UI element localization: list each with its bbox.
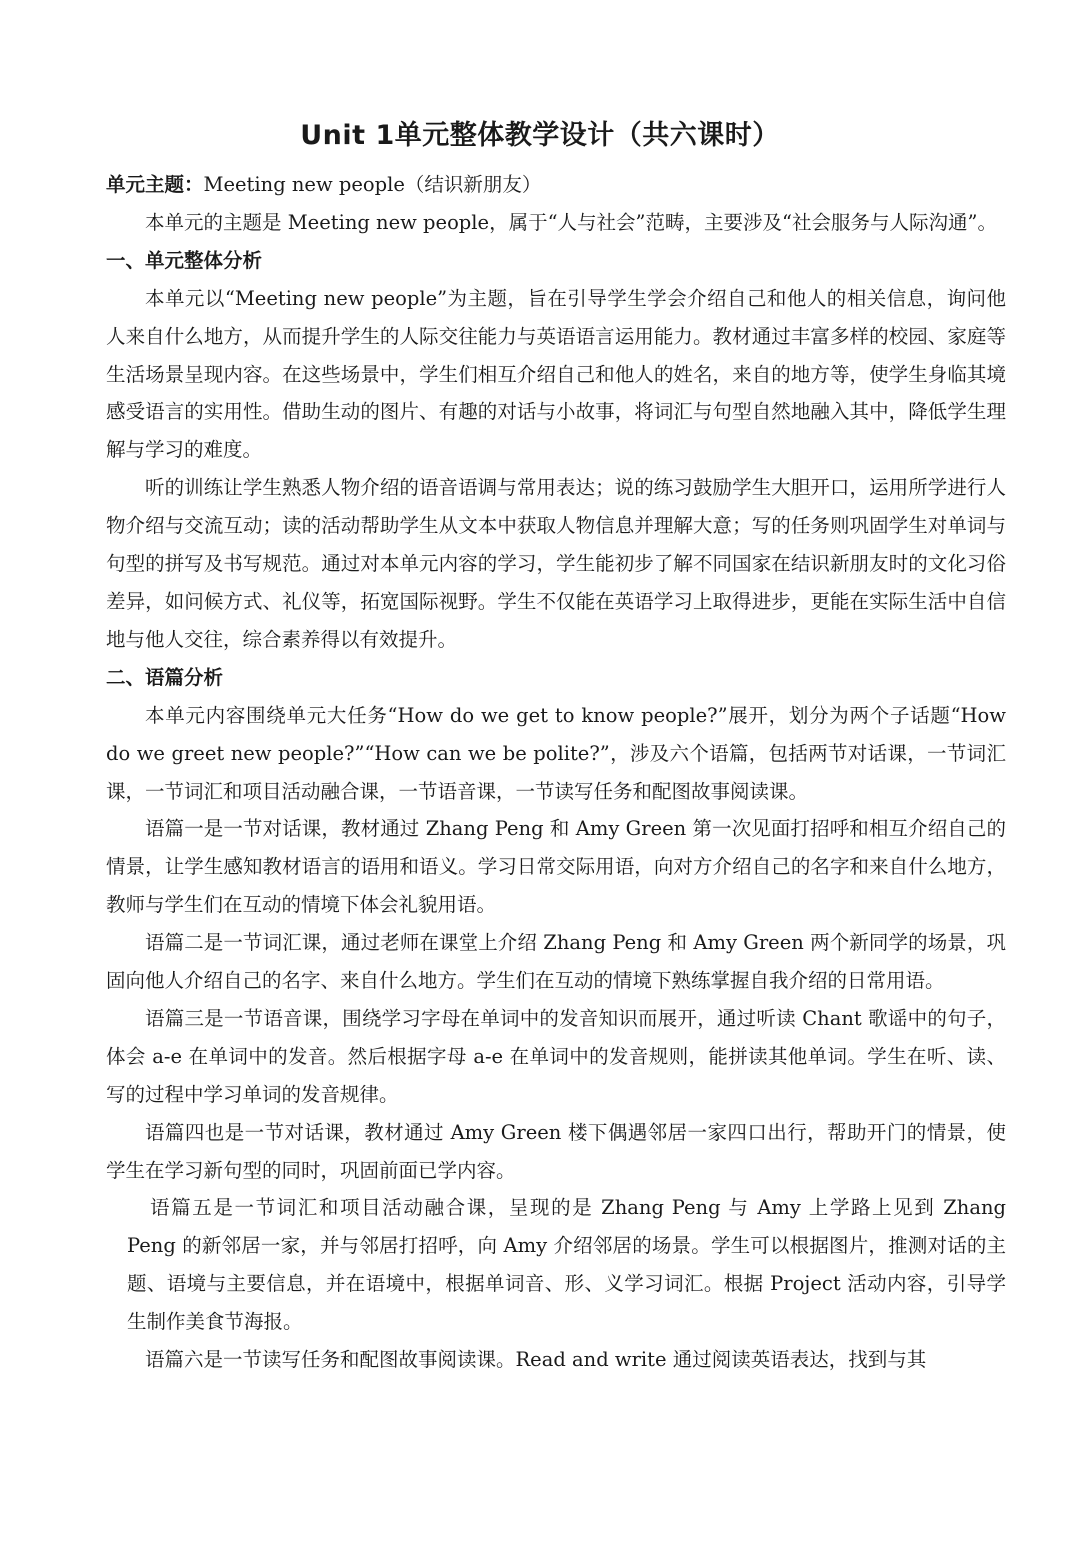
paragraph-text-one: 语篇一是一节对话课，教材通过 Zhang Peng 和 Amy Green 第一次见面打招呼和相互介绍自己的情景，让学生感知教材语言的语用和语义。学习日常交际用语，向对方介绍自己的名字和来自什么地方，教师与学生们在互动的情境下体会礼貌用语。 [106,817,1006,917]
paragraph: 本单元内容围绕单元大任务“How do we get to know people?”展开，划分为两个子话题“How do we greet new people?”“How can we be polite?”，涉及六个语篇，包括两节对话课，一节词汇课，一节词汇和项目活动融合课，一节语音课，一节读写任务和配图故事阅读课。 [106,703,1006,803]
paragraph-text-two: 语篇二是一节词汇课，通过老师在课堂上介绍 Zhang Peng 和 Amy Green 两个新同学的场景，巩固向他人介绍自己的名字、来自什么地方。学生们在互动的情境下熟练掌握自我介绍的日常用语。 [106,931,1006,993]
document-title: Unit 1单元整体教学设计（共六课时） [300,120,780,151]
paragraph: 本单元以“Meeting new people”为主题，旨在引导学生学会介绍自己和他人的相关信息，询问他人来自什么地方，从而提升学生的人际交往能力与英语语言运用能力。教材通过丰富多样的校园、家庭等生活场景呈现内容。在这些场景中，学生们相互介绍自己和他人的姓名，来自的地方等，使学生身临其境感受语言的实用性。借助生动的图片、有趣的对话与小故事，将词汇与句型自然地融入其中，降低学生理解与学习的难度。 [106,286,1006,462]
document-body [106,166,1006,1379]
section-heading-text-analysis: 二、语篇分析 [106,665,224,689]
paragraph-text-four: 语篇四也是一节对话课，教材通过 Amy Green 楼下偶遇邻居一家四口出行，帮助开门的情景，使学生在学习新句型的同时，巩固前面已学内容。 [106,1120,1006,1182]
paragraph-text-six: 语篇六是一节读写任务和配图故事阅读课。Read and write 通过阅读英语表达，找到与其 [145,1348,927,1372]
paragraph: 听的训练让学生熟悉人物介绍的语音语调与常用表达；说的练习鼓励学生大胆开口，运用所学进行人物介绍与交流互动；读的活动帮助学生从文本中获取人物信息并理解大意；写的任务则巩固学生对单词与句型的拼写及书写规范。通过对本单元内容的学习，学生能初步了解不同国家在结识新朋友时的文化习俗差异，如问候方式、礼仪等，拓宽国际视野。学生不仅能在英语学习上取得进步，更能在实际生活中自信地与他人交往，综合素养得以有效提升。 [106,476,1006,651]
section-heading-overall-analysis: 一、单元整体分析 [106,248,263,272]
intro-paragraph: 本单元的主题是 Meeting new people，属于“人与社会”范畴，主要涉及“社会服务与人际沟通”。 [145,210,997,234]
paragraph-text-five: 语篇五是一节词汇和项目活动融合课，呈现的是 Zhang Peng 与 Amy 上学路上见到 Zhang Peng 的新邻居一家，并与邻居打招呼，向 Amy 介绍邻居的场景。学生可以根据图片，推测对话的主题、语境与主要信息，并在语境中，根据单词音、形、义学习词汇。根据 Project 活动内容，引导学生制作美食节海报。 [127,1196,1006,1334]
paragraph-text-three: 语篇三是一节语音课，围绕学习字母在单词中的发音知识而展开，通过听读 Chant 歌谣中的句子，体会 a-e 在单词中的发音。然后根据字母 a-e 在单词中的发音规则，能拼读其他单词。学生在听、读、写的过程中学习单词的发音规律。 [106,1006,1006,1106]
unit-theme-label: 单元主题： [106,173,204,196]
unit-theme-line [106,166,1006,204]
unit-theme-value: Meeting new people（结识新朋友） [203,173,542,196]
